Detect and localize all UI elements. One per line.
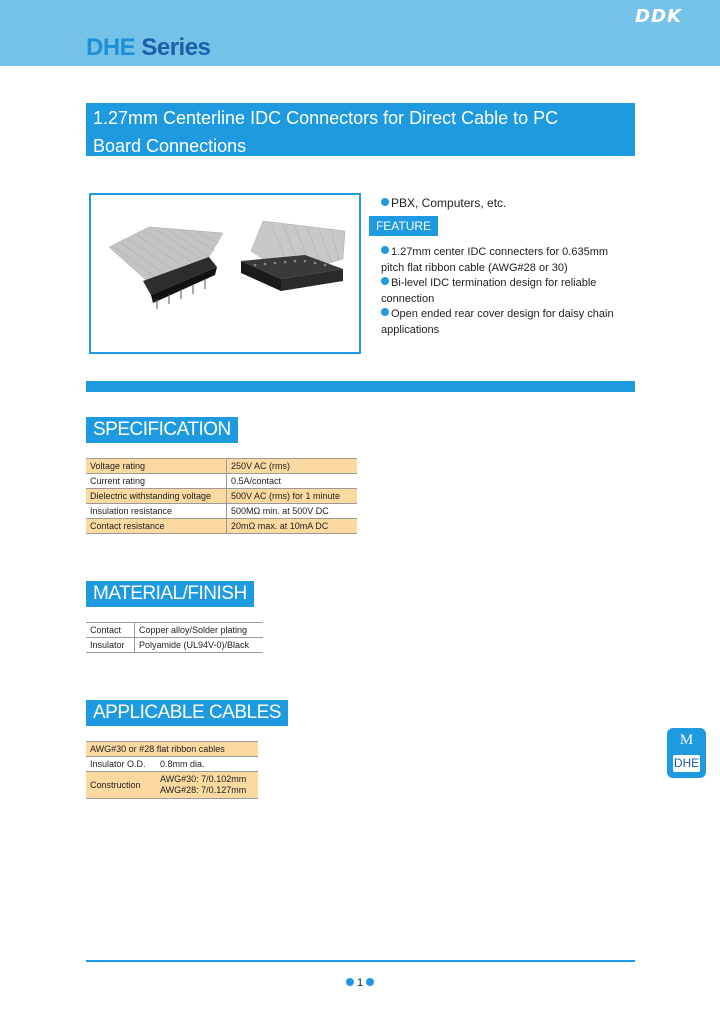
product-photo [89,193,361,354]
material-table [86,622,263,653]
cables-heading: APPLICABLE CABLES [86,700,288,726]
page-title [86,34,210,62]
feature-heading: FEATURE [369,216,438,236]
product-title-banner [86,103,635,156]
side-tab-label: DHE [673,756,700,770]
bullet-icon [381,198,389,206]
applications-line [381,196,506,210]
banner-line-1: 1.27mm Centerline IDC Connectors for Direct Cable to PC [93,108,559,128]
banner-line-2: Board Connections [93,136,247,156]
table-row: Current rating 0.5A/contact [86,474,357,489]
feature-list [381,245,631,338]
side-tab-letter: M [679,732,694,748]
specification-table [86,458,357,534]
ddk-logo: DDK [635,6,682,27]
series-prefix: DHE [86,34,136,61]
table-row: Insulator O.D. 0.8mm dia. [86,757,258,772]
footer-divider [86,960,635,962]
table-row: Contact Copper alloy/Solder plating [86,623,263,638]
specification-heading: SPECIFICATION [86,417,238,443]
table-row: Insulator Polyamide (UL94V-0)/Black [86,638,263,653]
bullet-icon [381,277,389,285]
feature-item: Open ended rear cover design for daisy chain applications [381,308,614,336]
bullet-icon [381,308,389,316]
connector-illustration [91,195,359,352]
material-heading: MATERIAL/FINISH [86,581,254,607]
section-divider [86,381,635,392]
table-row: Contact resistance 20mΩ max. at 10mA DC [86,519,357,534]
table-row: Dielectric withstanding voltage 500V AC (rms) for 1 minute [86,489,357,504]
feature-item: Bi-level IDC termination design for reliable connection [381,277,597,305]
bullet-icon [381,246,389,254]
table-row: Voltage rating 250V AC (rms) [86,459,357,474]
series-suffix: Series [135,34,211,61]
feature-item: 1.27mm center IDC connecters for 0.635mm pitch flat ribbon cable (AWG#28 or 30) [381,246,609,274]
table-row: Construction AWG#30: 7/0.102mm AWG#28: 7/0.127mm [86,772,258,799]
page-number: 1 [340,977,380,989]
dot-icon [366,978,374,986]
table-row: AWG#30 or #28 flat ribbon cables [86,742,258,757]
applications-text: PBX, Computers, etc. [391,196,507,210]
cables-table [86,741,258,799]
table-row: Insulation resistance 500MΩ min. at 500V DC [86,504,357,519]
dot-icon [346,978,354,986]
